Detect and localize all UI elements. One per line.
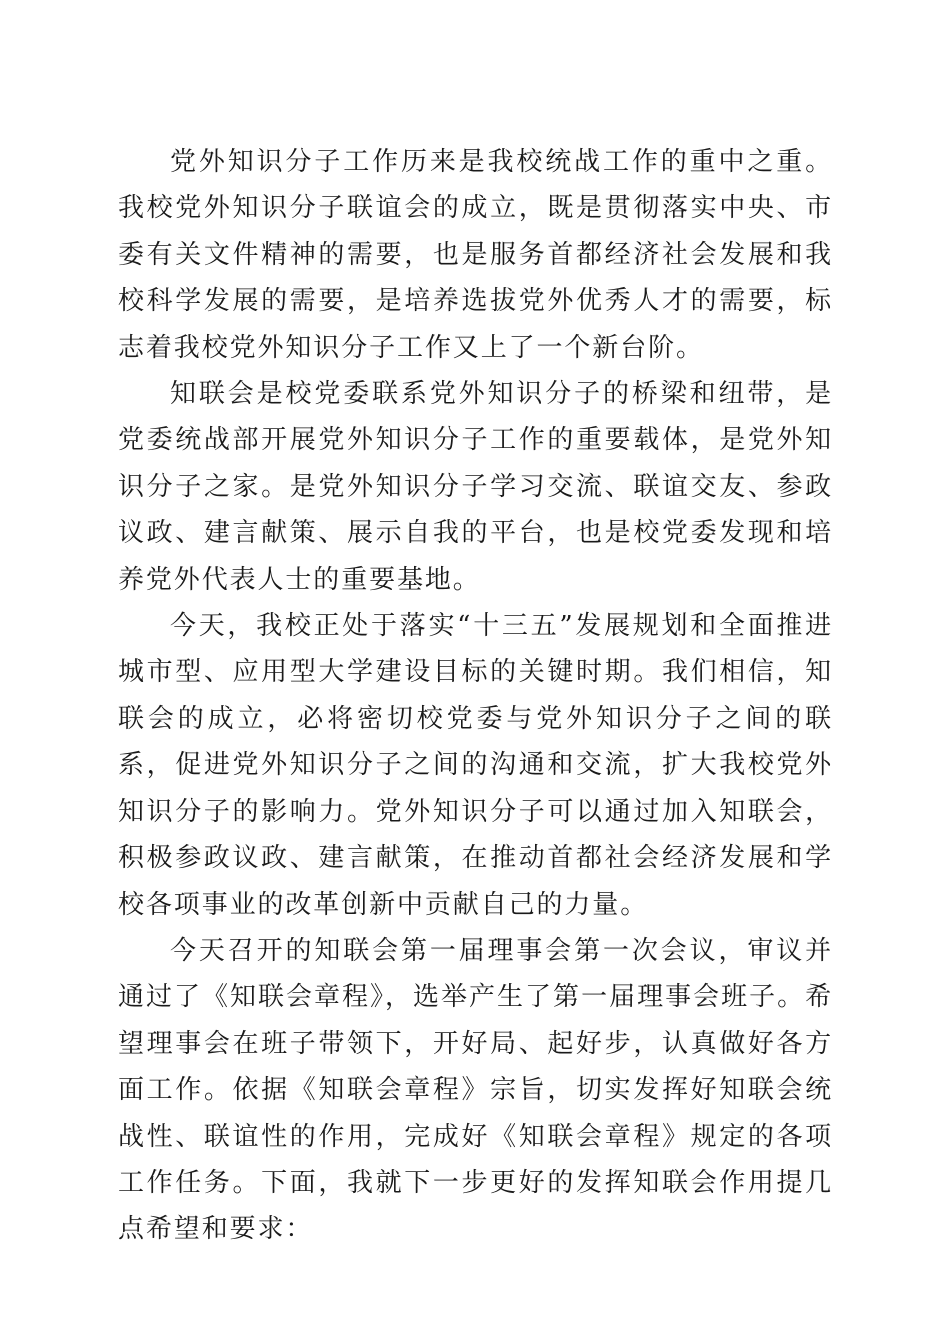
paragraph-2: 知联会是校党委联系党外知识分子的桥梁和纽带，是党委统战部开展党外知识分子工作的重要载体，是党外知识分子之家。是党外知识分子学习交流、联谊交友、参政议政、建言献策、展示自我的平台，也是校党委发现和培养党外代表人士的重要基地。 [118, 379, 833, 595]
paragraph-1: 党外知识分子工作历来是我校统战工作的重中之重。我校党外知识分子联谊会的成立，既是贯彻落实中央、市委有关文件精神的需要，也是服务首都经济社会发展和我校科学发展的需要，是培养选拔党外优秀人才的需要，标志着我校党外知识分子工作又上了一个新台阶。 [118, 147, 833, 363]
document-body [118, 139, 833, 1253]
paragraph-4: 今天召开的知联会第一届理事会第一次会议，审议并通过了《知联会章程》，选举产生了第一届理事会班子。希望理事会在班子带领下，开好局、起好步，认真做好各方面工作。依据《知联会章程》宗旨，切实发挥好知联会统战性、联谊性的作用，完成好《知联会章程》规定的各项工作任务。下面，我就下一步更好的发挥知联会作用提几点希望和要求： [118, 935, 833, 1245]
paragraph-3: 今天，我校正处于落实“十三五”发展规划和全面推进城市型、应用型大学建设目标的关键时期。我们相信，知联会的成立，必将密切校党委与党外知识分子之间的联系，促进党外知识分子之间的沟通和交流，扩大我校党外知识分子的影响力。党外知识分子可以通过加入知联会，积极参政议政、建言献策，在推动首都社会经济发展和学校各项事业的改革创新中贡献自己的力量。 [118, 611, 833, 920]
